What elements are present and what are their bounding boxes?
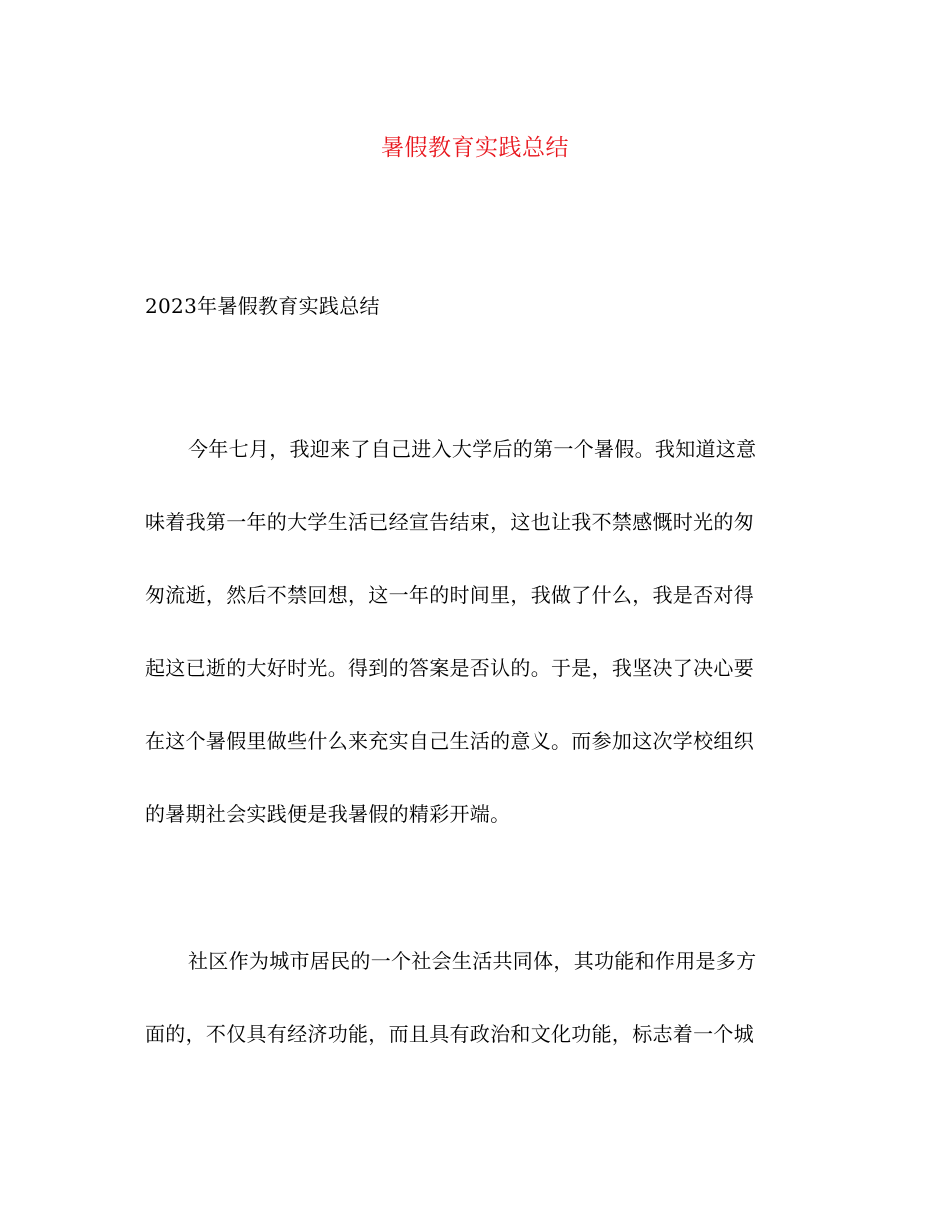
paragraph-line: 在这个暑假里做些什么来充实自己生活的意义。而参加这次学校组织 xyxy=(145,729,754,753)
paragraph-line: 社区作为城市居民的一个社会生活共同体，其功能和作用是多方 xyxy=(188,949,757,973)
paragraph-line: 面的，不仅具有经济功能，而且具有政治和文化功能，标志着一个城 xyxy=(145,1022,754,1046)
paragraph-line: 的暑期社会实践便是我暑假的精彩开端。 xyxy=(145,802,511,826)
paragraph-1 xyxy=(145,413,805,851)
paragraph-line: 味着我第一年的大学生活已经宣告结束，这也让我不禁感慨时光的匆 xyxy=(145,510,754,534)
document-subtitle: 2023年暑假教育实践总结 xyxy=(145,294,380,318)
paragraph-line: 匆流逝，然后不禁回想，这一年的时间里，我做了什么，我是否对得 xyxy=(145,583,754,607)
paragraph-line: 起这已逝的大好时光。得到的答案是否认的。于是，我坚决了决心要 xyxy=(145,656,754,680)
paragraph-2 xyxy=(145,925,805,1071)
paragraph-line: 今年七月，我迎来了自己进入大学后的第一个暑假。我知道这意 xyxy=(188,437,757,461)
document-title: 暑假教育实践总结 xyxy=(381,135,569,161)
